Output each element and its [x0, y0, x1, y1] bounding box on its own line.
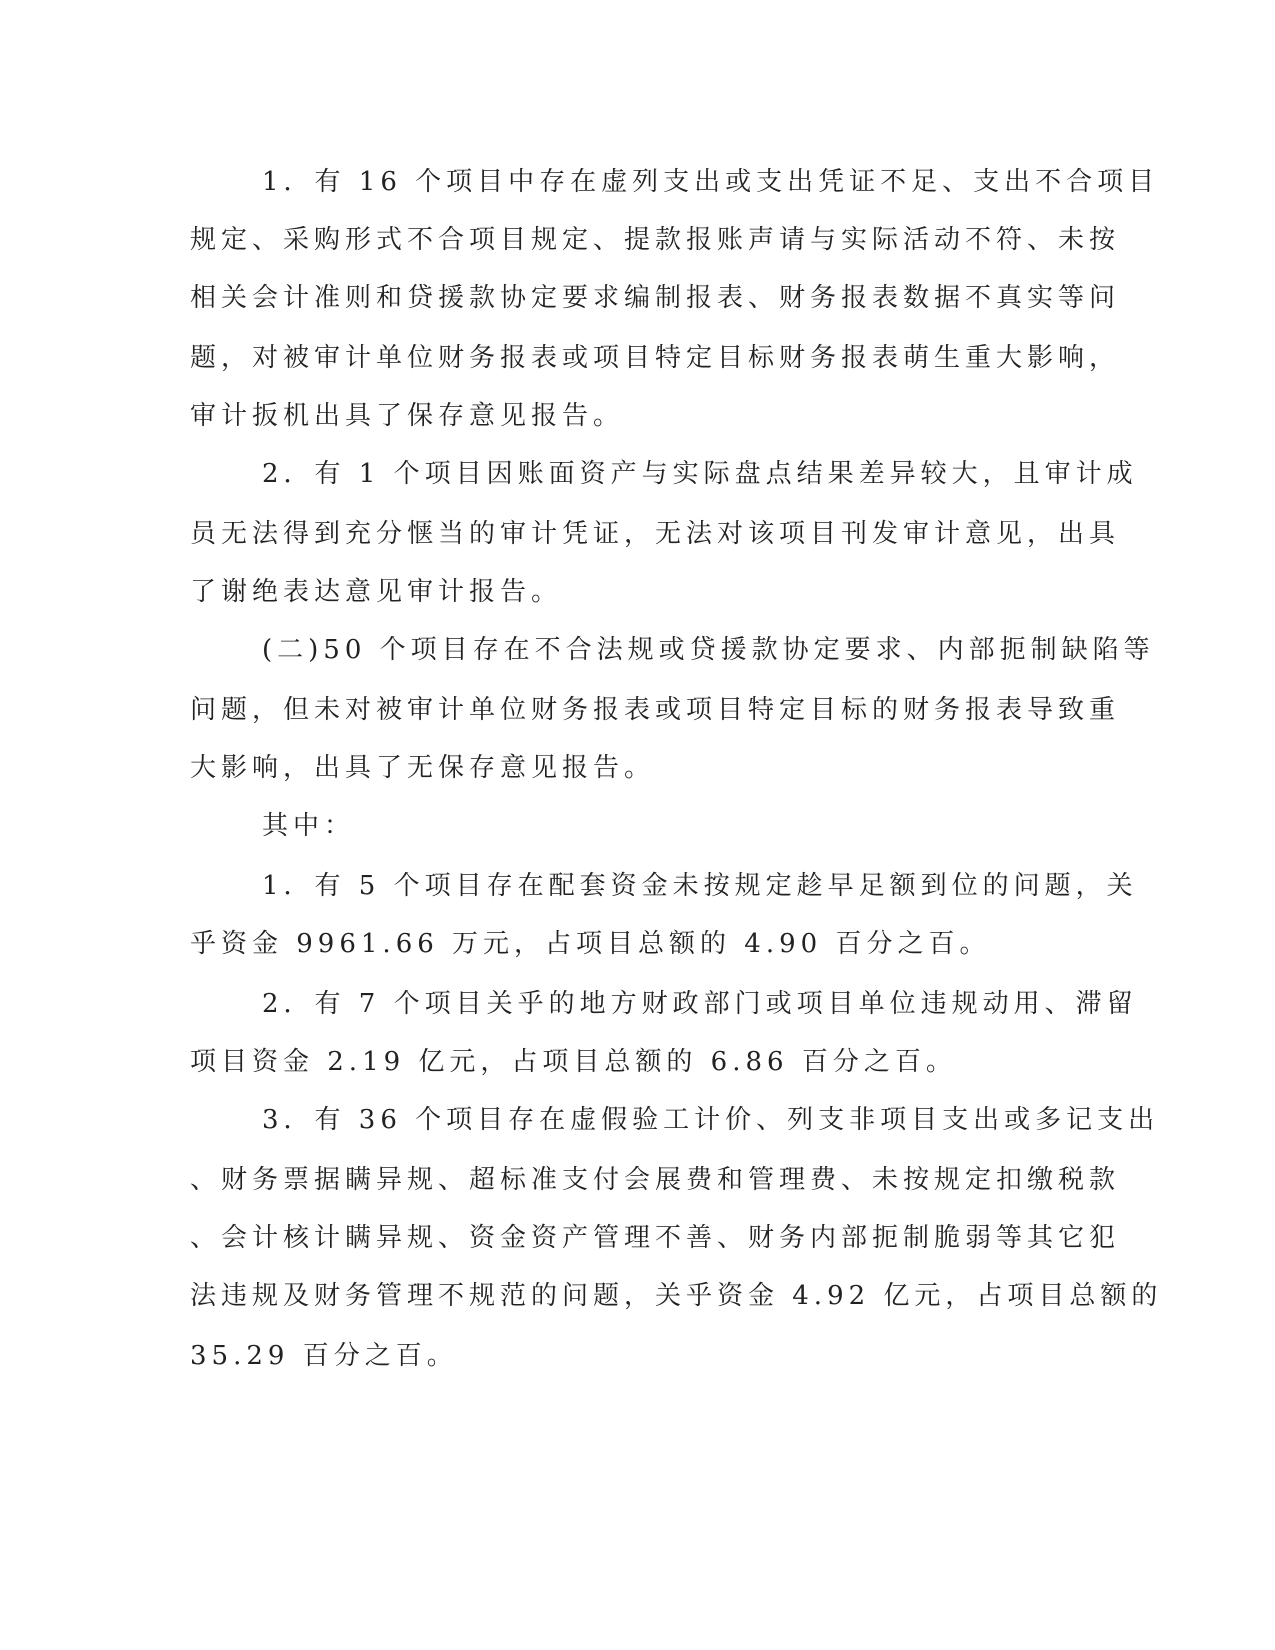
- text-line: 大影响，出具了无保存意见报告。: [190, 753, 656, 783]
- text-line: 问题，但未对被审计单位财务报表或项目特定目标的财务报表导致重: [190, 695, 1121, 725]
- text-line: (二)50 个项目存在不合法规或贷援款协定要求、内部扼制缺陷等: [262, 635, 1155, 665]
- text-line: 乎资金 9961.66 万元，占项目总额的 4.90 百分之百。: [190, 929, 991, 959]
- text-line: 、会计核计瞒异规、资金资产管理不善、财务内部扼制脆弱等其它犯: [190, 1223, 1121, 1253]
- text-line: 审计扳机出具了保存意见报告。: [190, 401, 625, 431]
- text-line: 员无法得到充分惬当的审计凭证，无法对该项目刊发审计意见，出具: [190, 519, 1121, 549]
- text-line: 1．有 5 个项目存在配套资金未按规定趁早足额到位的问题，关: [262, 871, 1138, 901]
- text-line: 2．有 1 个项目因账面资产与实际盘点结果差异较大，且审计成: [262, 459, 1138, 489]
- text-line: 其中：: [262, 811, 356, 841]
- text-line: 了谢绝表达意见审计报告。: [190, 577, 563, 607]
- text-line: 、财务票据瞒异规、超标准支付会展费和管理费、未按规定扣缴税款: [190, 1165, 1121, 1195]
- text-line: 2．有 7 个项目关乎的地方财政部门或项目单位违规动用、滞留: [262, 989, 1138, 1019]
- text-line: 法违规及财务管理不规范的问题，关乎资金 4.92 亿元，占项目总额的: [190, 1281, 1163, 1311]
- text-line: 3．有 36 个项目存在虚假验工计价、列支非项目支出或多记支出: [262, 1105, 1160, 1135]
- text-line: 规定、采购形式不合项目规定、提款报账声请与实际活动不符、未按: [190, 225, 1121, 255]
- text-line: 相关会计准则和贷援款协定要求编制报表、财务报表数据不真实等问: [190, 283, 1121, 313]
- text-line: 1．有 16 个项目中存在虚列支出或支出凭证不足、支出不合项目: [262, 167, 1160, 197]
- text-line: 35.29 百分之百。: [190, 1341, 458, 1371]
- text-line: 项目资金 2.19 亿元，占项目总额的 6.86 百分之百。: [190, 1047, 957, 1077]
- text-line: 题，对被审计单位财务报表或项目特定目标财务报表萌生重大影响，: [190, 343, 1121, 373]
